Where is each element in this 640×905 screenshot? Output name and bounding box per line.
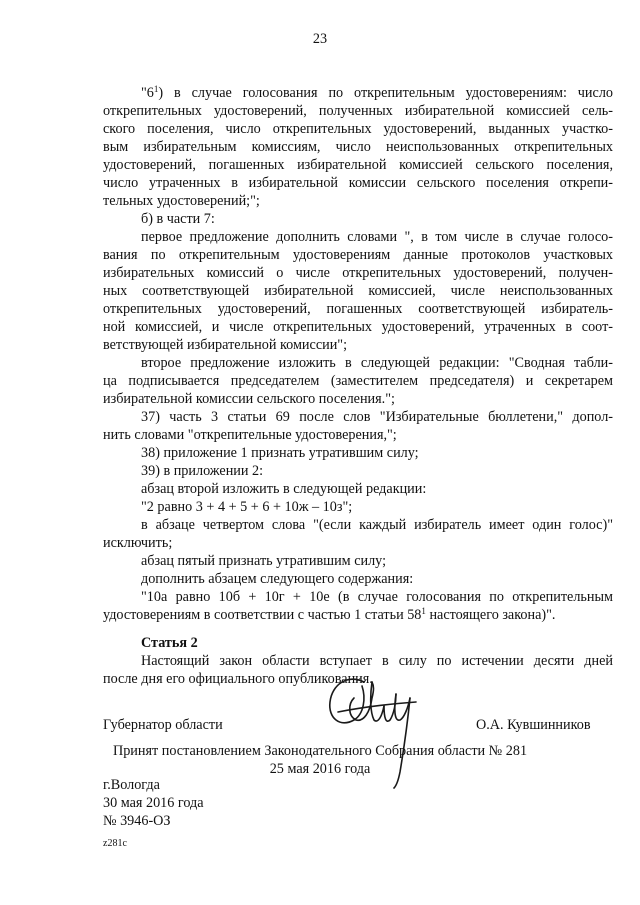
article-heading: Статья 2 <box>141 635 198 651</box>
text-line: ных соответствующей избирательной комиссией, числе неиспользованных <box>103 283 613 299</box>
document-code: z281c <box>103 838 127 849</box>
text-line: удостоверениям в соответствии с частью 1 статьи $58^1$ настоящего закона)". <box>103 606 556 623</box>
text-line: ной комиссией, и числе открепительных удостоверений, утраченных в соот- <box>103 319 613 335</box>
text-line: после дня его официального опубликования. <box>103 671 373 687</box>
text-line: первое предложение дополнить словами ", в том числе в случае голосо- <box>141 229 613 245</box>
text-line: дополнить абзацем следующего содержания: <box>141 571 414 587</box>
text-line: ского поселения, число открепительных удостоверений, выданных участко- <box>103 121 613 137</box>
page-number: 23 <box>312 31 328 47</box>
text-line: избирательных комиссий о числе открепительных удостоверений, получен- <box>103 265 613 281</box>
text-line: 38) приложение 1 признать утратившим силу; <box>141 445 419 461</box>
law-date: 30 мая 2016 года <box>103 795 204 811</box>
text-line: ветствующей избирательной комиссии"; <box>103 337 348 353</box>
text-line: Настоящий закон области вступает в силу по истечении десяти дней <box>141 653 613 669</box>
text-line: число утраченных в избирательной комиссии сельского поселения открепи- <box>103 175 613 191</box>
law-number: № 3946-ОЗ <box>103 813 171 829</box>
signer-position: Губернатор области <box>103 717 223 733</box>
text-line: 37) часть 3 статьи 69 после слов "Избирательные бюллетени," допол- <box>141 409 613 425</box>
text-line: открепительных удостоверений, полученных избирательной комиссией сель- <box>103 103 613 119</box>
text-line: удостоверений, погашенных избирательной комиссией сельского поселения, <box>103 157 613 173</box>
text-line: открепительных удостоверений, погашенных соответствующей избиратель- <box>103 301 613 317</box>
text-line: ца подписывается председателем (заместителем председателя) и секретарем <box>103 373 613 389</box>
text-line: в абзаце четвертом слова "(если каждый избиратель имеет один голос)" <box>141 517 613 533</box>
text-line: исключить; <box>103 535 173 551</box>
text-line: б) в части 7: <box>141 211 215 227</box>
text-line: нить словами "открепительные удостоверения,"; <box>103 427 397 443</box>
signer-name: О.А. Кувшинников <box>476 717 591 733</box>
city: г.Вологда <box>103 777 160 793</box>
text-line: избирательной комиссии сельского поселения."; <box>103 391 395 407</box>
text-line: вания по открепительным удостоверениям данные протоколов участковых <box>103 247 613 263</box>
text-line: "$6^1$) в случае голосования по открепительным удостоверениям: число <box>141 84 613 101</box>
text-line: абзац пятый признать утратившим силу; <box>141 553 387 569</box>
text-line: второе предложение изложить в следующей редакции: "Сводная табли- <box>141 355 613 371</box>
text-line: вым избирательным комиссиям, число неиспользованных открепительных <box>103 139 613 155</box>
text-line: "2 равно 3 + 4 + 5 + 6 + 10ж – 10з"; <box>141 499 353 515</box>
text-line: 39) в приложении 2: <box>141 463 264 479</box>
adoption-date: 25 мая 2016 года <box>269 761 371 777</box>
text-line: абзац второй изложить в следующей редакции: <box>141 481 427 497</box>
text-line: "10а равно 10б + 10г + 10е (в случае голосования по открепительным <box>141 589 613 605</box>
text-line: тельных удостоверений;"; <box>103 193 260 209</box>
adoption-line: Принят постановлением Законодательного Собрания области № 281 <box>112 743 528 759</box>
